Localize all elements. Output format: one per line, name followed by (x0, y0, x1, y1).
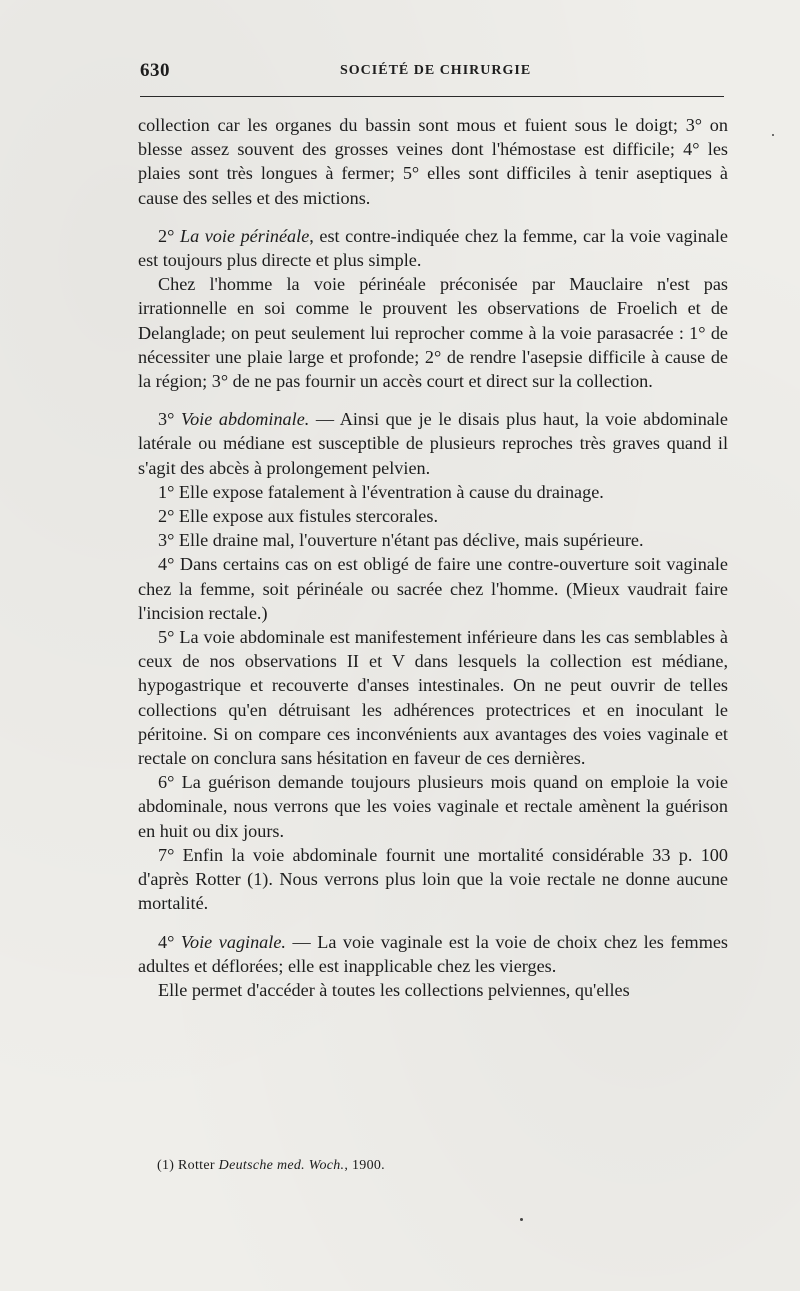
paragraph-13: Elle permet d'accéder à toutes les collections pelviennes, qu'elles (158, 979, 630, 1000)
footnote-author: Rotter (178, 1158, 215, 1173)
paragraph-1: collection car les organes du bassin sont mous et fuient sous le doigt; 3° on blesse assez souvent des grosses veines dont l'hémostase est difficile; 4° les plaies sont très longues à fermer; 5° elles sont difficiles à tenir aseptiques à cause des selles et des mictions. (138, 115, 728, 208)
paragraph-11: 7° Enfin la voie abdominale fournit une mortalité considérable 33 p. 100 d'après Rotter (1). Nous verrons plus loin que la voie rectale ne donne aucune mortalité. (138, 844, 728, 914)
section-title: Voie vaginale. (180, 931, 286, 952)
paragraph-4 (138, 407, 728, 480)
section-title: Voie abdominale. (180, 409, 310, 430)
paragraph-6: 2° Elle expose aux fistules stercorales. (158, 506, 438, 527)
footnote-journal: Deutsche med. Woch. (218, 1158, 345, 1173)
ink-speck (772, 134, 774, 136)
section-title: La voie périnéale (179, 225, 310, 246)
header-rule (140, 96, 724, 97)
section-number: 2° (158, 225, 175, 246)
footnote-year: , 1900. (344, 1158, 385, 1173)
section-text: — Ainsi que je le disais plus haut, la voie abdominale latérale ou médiane est susceptible de plusieurs reproches très graves quand il s'agit des abcès à prolongement pelvien. (138, 409, 729, 478)
paragraph-12 (138, 930, 728, 978)
section-number: 4° (158, 931, 175, 952)
footnote (157, 1158, 385, 1174)
section-number: 3° (158, 409, 175, 430)
ink-speck (520, 1218, 523, 1221)
page-header (140, 58, 726, 88)
body-text (138, 113, 728, 1002)
running-title: SOCIÉTÉ DE CHIRURGIE (340, 63, 532, 78)
paragraph-3: Chez l'homme la voie périnéale préconisée par Mauclaire n'est pas irrationnelle en soi comme le prouvent les observations de Froelich et de Delanglade; on peut seulement lui reprocher comme à la voie parasacrée : 1° de nécessiter une plaie large et profonde; 2° de rendre l'asepsie difficile à cause de la région; 3° de ne pas fournir un accès court et direct sur la collection. (138, 274, 728, 392)
paragraph-5: 1° Elle expose fatalement à l'éventration à cause du drainage. (158, 481, 604, 502)
paragraph-2 (138, 224, 728, 272)
paragraph-9: 5° La voie abdominale est manifestement inférieure dans les cas semblables à ceux de nos observations II et V dans lesquels la collection est médiane, hypogastrique et recouverte d'anses intestinales. On ne peut ouvrir de telles collections qu'en détruisant les adhérences protectrices et en inoculant le péritoine. Si on compare ces inconvénients aux avantages des voies vaginale et rectale on conclura sans hésitation en faveur de ces dernières. (138, 627, 728, 769)
footnote-mark: (1) (157, 1158, 175, 1173)
section-text: , est contre-indiquée chez la femme, car la voie vaginale est toujours plus directe et plus simple. (138, 225, 729, 271)
section-text: — La voie vaginale est la voie de choix chez les femmes adultes et déflorées; elle est inapplicable chez les vierges. (138, 931, 728, 976)
paragraph-7: 3° Elle draine mal, l'ouverture n'étant pas déclive, mais supérieure. (158, 530, 644, 551)
paragraph-10: 6° La guérison demande toujours plusieurs mois quand on emploie la voie abdominale, nous verrons que les voies vaginale et rectale amènent la guérison en huit ou dix jours. (138, 772, 728, 841)
page-number: 630 (140, 60, 170, 81)
paragraph-8: 4° Dans certains cas on est obligé de faire une contre-ouverture soit vaginale chez la femme, soit périnéale ou sacrée chez l'homme. (Mieux vaudrait faire l'incision rectale.) (138, 554, 728, 623)
